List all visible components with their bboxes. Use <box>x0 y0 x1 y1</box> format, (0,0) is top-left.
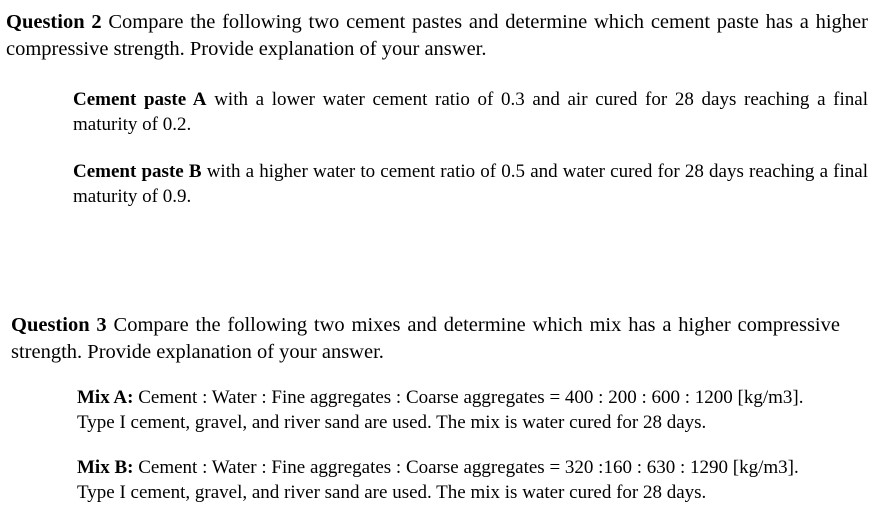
mix-a <box>77 385 842 435</box>
mix-a-label: Mix A: <box>77 387 134 408</box>
question-3-label: Question 3 <box>11 314 107 336</box>
question-2-text: Compare the following two cement pastes and determine which cement paste has a higher compressive strength. Provide explanation of your answer. <box>6 11 868 60</box>
cement-paste-b-text: with a higher water to cement ratio of 0.5 and water cured for 28 days reaching a final maturity of 0.9. <box>73 161 869 207</box>
cement-paste-b-label: Cement paste B <box>73 161 202 182</box>
mix-b-ratio: Cement : Water : Fine aggregates : Coarse aggregates = 320 :160 : 630 : 1290 [kg/m3]. <box>133 457 799 478</box>
mix-a-ratio-line <box>77 385 842 410</box>
mix-b-materials: Type I cement, gravel, and river sand are used. The mix is water cured for 28 days. <box>77 482 707 503</box>
cement-paste-b <box>73 159 868 209</box>
mix-b-ratio-line <box>77 455 842 480</box>
mix-b-label: Mix B: <box>77 457 134 478</box>
mix-a-materials: Type I cement, gravel, and river sand are used. The mix is water cured for 28 days. <box>77 412 707 433</box>
mix-b <box>77 455 842 505</box>
cement-paste-a-text: with a lower water cement ratio of 0.3 and air cured for 28 days reaching a final maturity of 0.2. <box>73 89 868 135</box>
mix-a-ratio: Cement : Water : Fine aggregates : Coarse aggregates = 400 : 200 : 600 : 1200 [kg/m3]. <box>133 387 804 408</box>
question-3-text: Compare the following two mixes and determine which mix has a higher compressive strength. Provide explanation of your answer. <box>11 314 840 363</box>
question-2 <box>6 9 868 63</box>
cement-paste-a-label: Cement paste A <box>73 89 207 110</box>
question-3 <box>11 312 840 366</box>
cement-paste-a <box>73 87 868 137</box>
question-2-label: Question 2 <box>6 11 102 33</box>
